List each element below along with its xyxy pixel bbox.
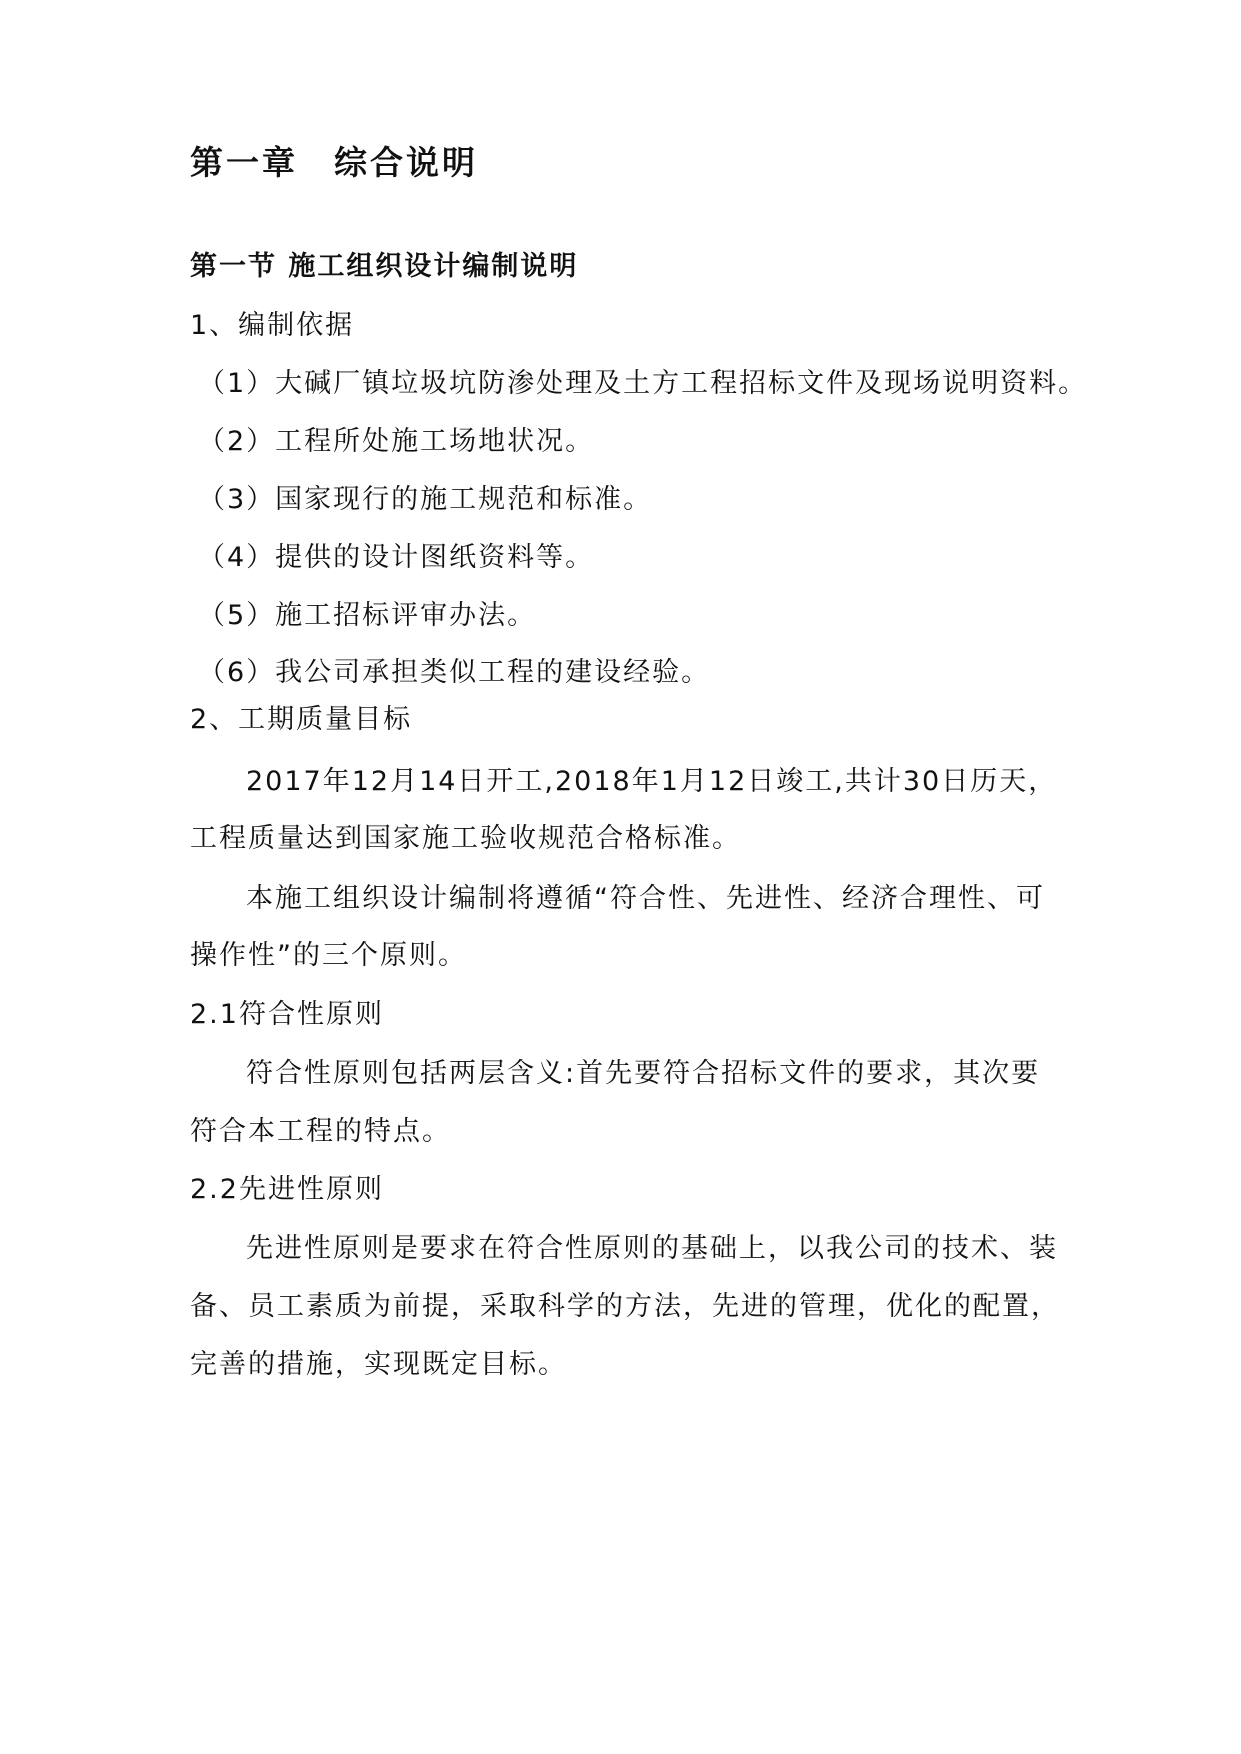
- conformity-paragraph-line: 符合本工程的特点。: [190, 1116, 451, 1147]
- basis-item: （4）提供的设计图纸资料等。: [198, 542, 595, 573]
- principles-paragraph-line: 操作性”的三个原则。: [190, 940, 467, 971]
- principles-paragraph-line: 本施工组织设计编制将遵循“符合性、先进性、经济合理性、可: [246, 883, 1045, 914]
- chapter-title: 第一章 综合说明: [190, 143, 478, 182]
- heading-compilation-basis: 1、编制依据: [190, 310, 355, 341]
- basis-item: （2）工程所处施工场地状况。: [198, 426, 595, 457]
- conformity-paragraph-line: 符合性原则包括两层含义:首先要符合招标文件的要求，其次要: [246, 1058, 1041, 1089]
- advanced-paragraph-line: 完善的措施，实现既定目标。: [190, 1349, 567, 1380]
- schedule-paragraph-line: 2017年12月14日开工,2018年1月12日竣工,共计30日历天，: [246, 766, 1058, 797]
- heading-advanced-principle: 2.2先进性原则: [190, 1174, 384, 1205]
- schedule-paragraph-line: 工程质量达到国家施工验收规范合格标准。: [190, 823, 741, 854]
- advanced-paragraph-line: 先进性原则是要求在符合性原则的基础上，以我公司的技术、装: [246, 1233, 1058, 1264]
- heading-schedule-quality: 2、工期质量目标: [190, 704, 413, 735]
- basis-item: （5）施工招标评审办法。: [198, 600, 537, 631]
- basis-item: （3）国家现行的施工规范和标准。: [198, 484, 653, 515]
- basis-item: （1）大碱厂镇垃圾坑防渗处理及土方工程招标文件及现场说明资料。: [198, 368, 1088, 399]
- basis-item: （6）我公司承担类似工程的建设经验。: [198, 657, 711, 688]
- heading-conformity-principle: 2.1符合性原则: [190, 999, 384, 1030]
- advanced-paragraph-line: 备、员工素质为前提，采取科学的方法，先进的管理，优化的配置，: [190, 1291, 1060, 1322]
- section-title: 第一节 施工组织设计编制说明: [190, 251, 579, 282]
